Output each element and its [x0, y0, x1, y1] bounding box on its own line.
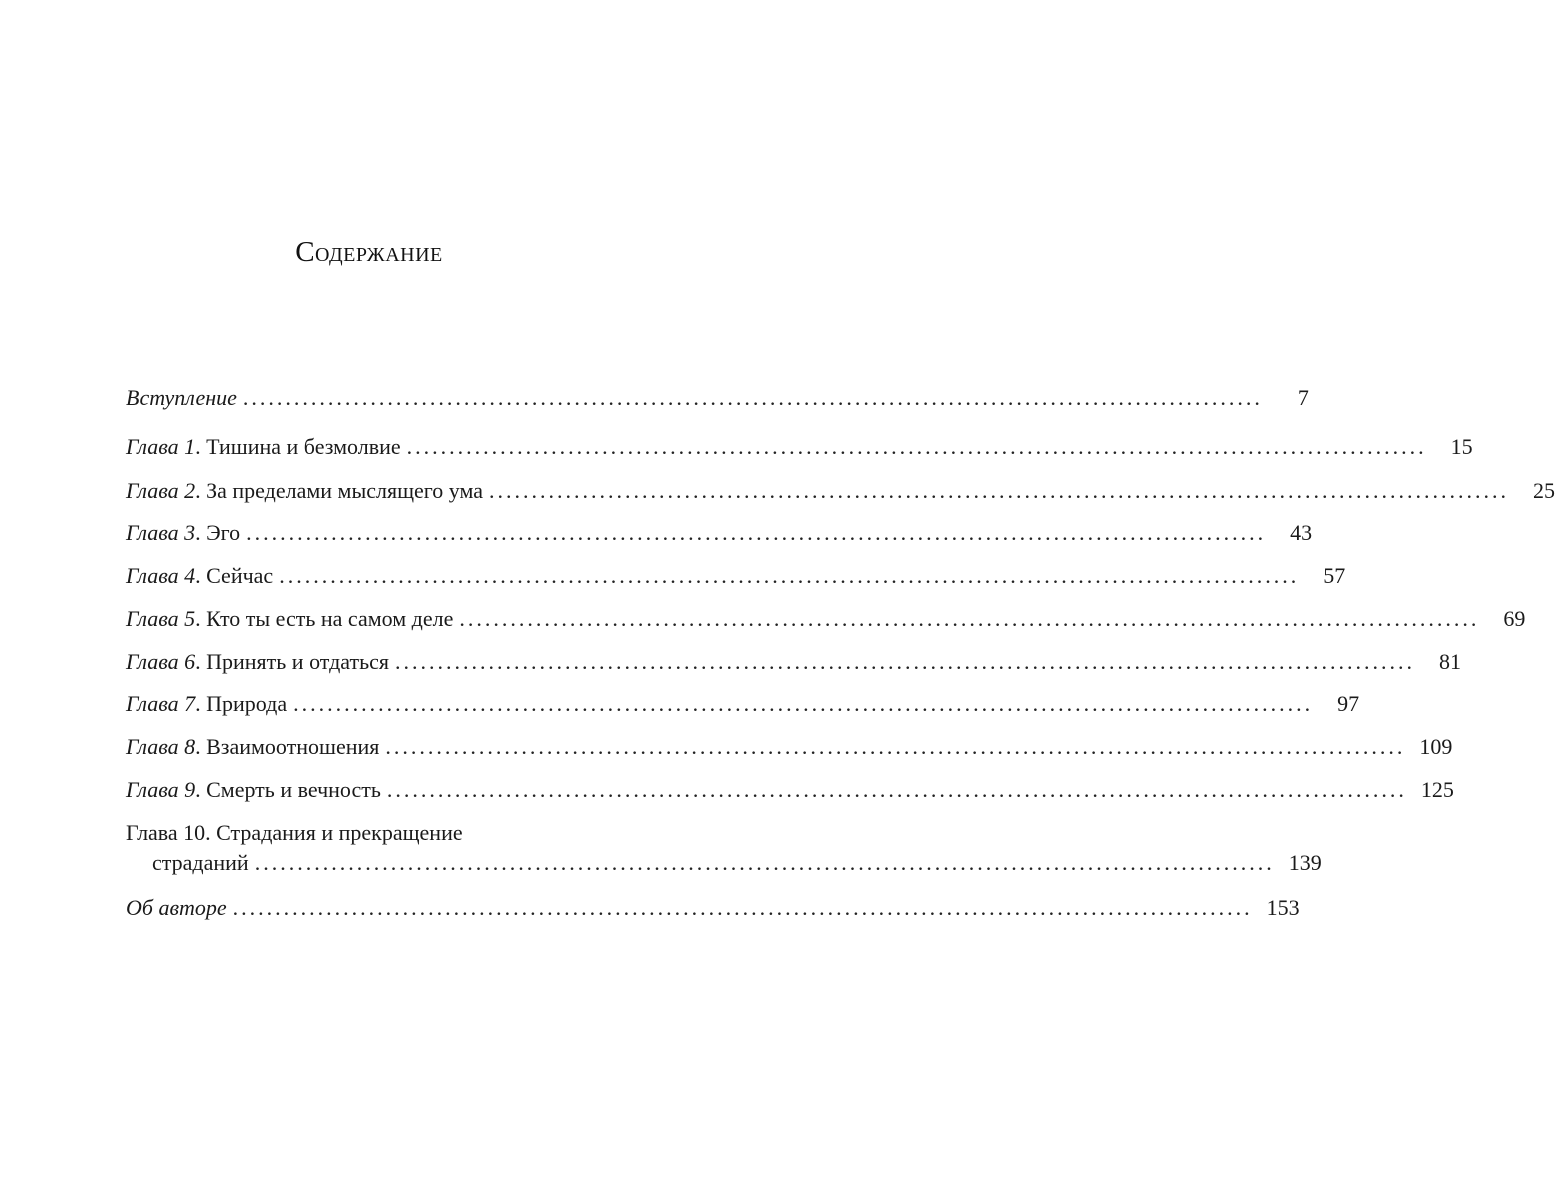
dot-leader: ........................................................................................................................ [246, 520, 1267, 545]
page-number: 7 [1297, 385, 1309, 410]
chapter-number: Глава 7 [126, 691, 196, 716]
toc-entry-chapter-4[interactable] [126, 562, 1346, 590]
toc-entry-chapter-3[interactable] [126, 519, 1313, 547]
toc-entry-intro[interactable] [126, 384, 1309, 412]
dot-leader: ........................................................................................................................ [279, 563, 1300, 588]
chapter-number: Глава 3 [126, 520, 196, 545]
chapter-title: . Природа [195, 691, 288, 716]
page-number: 43 [1290, 520, 1313, 545]
dot-leader: ........................................................................................................................ [406, 434, 1427, 459]
toc-entry-chapter-8[interactable] [126, 733, 1453, 761]
toc-entry-chapter-7[interactable] [126, 690, 1360, 718]
chapter-title: . Тишина и безмолвие [195, 434, 401, 459]
page-number: 97 [1337, 691, 1360, 716]
chapter-title: . Взаимоотношения [195, 734, 380, 759]
page-number: 69 [1503, 606, 1526, 631]
chapter-title: . За пределами мыслящего ума [195, 478, 484, 503]
toc-entry-about-author[interactable] [126, 894, 1300, 922]
page-number: 81 [1439, 649, 1462, 674]
page-number: 139 [1288, 850, 1322, 875]
toc-entry-chapter-6[interactable] [126, 648, 1462, 676]
dot-leader: ........................................................................................................................ [232, 895, 1253, 920]
dot-leader: ........................................................................................................................ [385, 734, 1406, 759]
toc-entry-chapter-5[interactable] [126, 605, 1526, 633]
chapter-number: Глава 5 [126, 606, 196, 631]
page-title: Содержание [295, 236, 443, 268]
toc-entry-chapter-2[interactable] [126, 477, 1555, 505]
chapter-title-continuation: страданий [152, 850, 249, 875]
chapter-number: Глава 2 [126, 478, 196, 503]
dot-leader: ........................................................................................................................ [254, 850, 1275, 875]
page-number: 15 [1450, 434, 1473, 459]
chapter-title: . Смерть и вечность [195, 777, 381, 802]
dot-leader: ........................................................................................................................ [459, 606, 1480, 631]
chapter-title: . Сейчас [195, 563, 274, 588]
page-number: 125 [1420, 777, 1454, 802]
chapter-title: . Кто ты есть на самом деле [195, 606, 454, 631]
chapter-title: . Принять и отдаться [195, 649, 390, 674]
page-number: 25 [1533, 478, 1555, 503]
page-number: 153 [1266, 895, 1300, 920]
toc-entry-chapter-9[interactable] [126, 776, 1454, 804]
toc-entry-label: Вступление [126, 385, 237, 410]
dot-leader: ........................................................................................................................ [293, 691, 1314, 716]
chapter-title: . Эго [195, 520, 241, 545]
chapter-number: Глава 1 [126, 434, 196, 459]
chapter-number: Глава 6 [126, 649, 196, 674]
dot-leader: ........................................................................................................................ [242, 385, 1263, 410]
page-number: 109 [1419, 734, 1453, 759]
toc-entry-chapter-10[interactable] [126, 819, 1322, 877]
dot-leader: ........................................................................................................................ [386, 777, 1407, 802]
chapter-number: Глава 9 [126, 777, 196, 802]
chapter-number: Глава 4 [126, 563, 196, 588]
dot-leader: ........................................................................................................................ [395, 649, 1416, 674]
page-number: 57 [1323, 563, 1346, 588]
chapter-title: Глава 10. Страдания и прекращение [126, 820, 463, 845]
dot-leader: ........................................................................................................................ [489, 478, 1510, 503]
toc-entry-chapter-1[interactable] [126, 433, 1473, 461]
toc-entry-label: Об авторе [126, 895, 227, 920]
chapter-number: Глава 8 [126, 734, 196, 759]
